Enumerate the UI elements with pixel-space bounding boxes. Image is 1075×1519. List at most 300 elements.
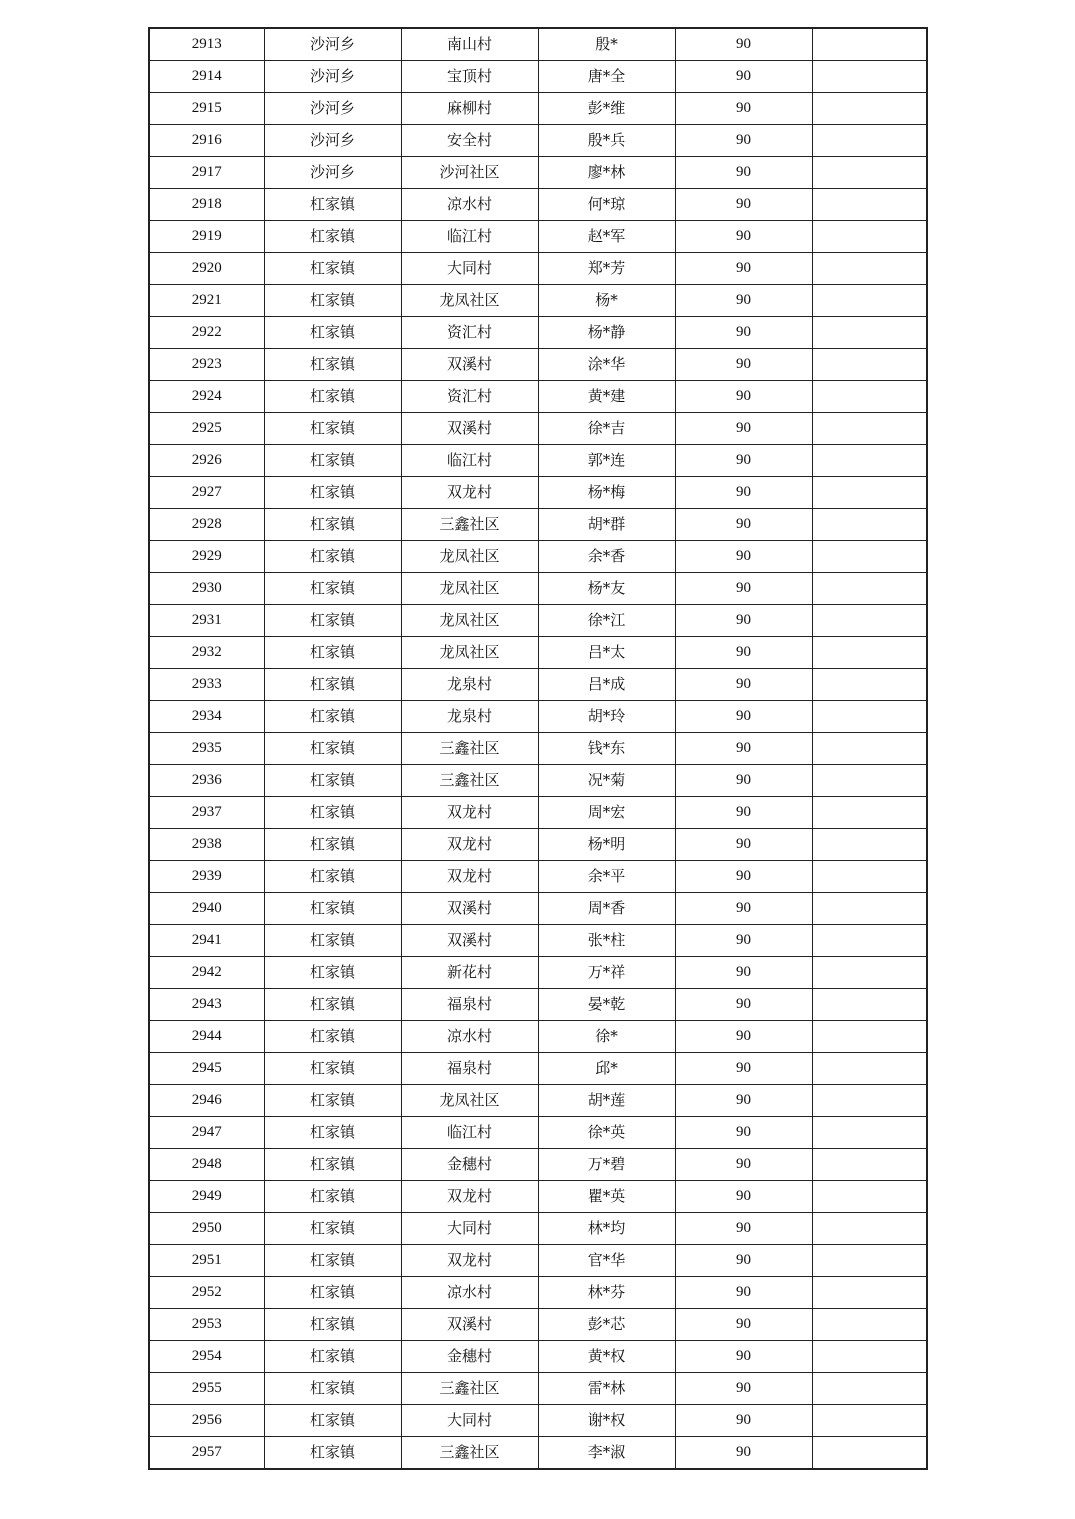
township-cell: 杠家镇: [264, 1021, 401, 1053]
village-cell: 宝顶村: [401, 61, 538, 93]
name-cell: 殷*: [538, 28, 675, 61]
amount-cell: 90: [675, 157, 812, 189]
amount-cell: 90: [675, 28, 812, 61]
row-number-cell: 2931: [149, 605, 264, 637]
remark-cell: [812, 1245, 927, 1277]
name-cell: 徐*: [538, 1021, 675, 1053]
amount-cell: 90: [675, 861, 812, 893]
remark-cell: [812, 1405, 927, 1437]
name-cell: 晏*乾: [538, 989, 675, 1021]
village-cell: 龙凤社区: [401, 605, 538, 637]
village-cell: 龙凤社区: [401, 1085, 538, 1117]
name-cell: 张*柱: [538, 925, 675, 957]
village-cell: 资汇村: [401, 381, 538, 413]
row-number-cell: 2921: [149, 285, 264, 317]
remark-cell: [812, 829, 927, 861]
row-number-cell: 2954: [149, 1341, 264, 1373]
township-cell: 杠家镇: [264, 541, 401, 573]
row-number-cell: 2932: [149, 637, 264, 669]
remark-cell: [812, 221, 927, 253]
village-cell: 新花村: [401, 957, 538, 989]
row-number-cell: 2916: [149, 125, 264, 157]
row-number-cell: 2914: [149, 61, 264, 93]
table-row: [149, 1405, 927, 1437]
township-cell: 杠家镇: [264, 253, 401, 285]
table-row: [149, 1437, 927, 1470]
table-row: [149, 1245, 927, 1277]
table-row: [149, 669, 927, 701]
amount-cell: 90: [675, 93, 812, 125]
village-cell: 龙泉村: [401, 701, 538, 733]
village-cell: 双龙村: [401, 1181, 538, 1213]
amount-cell: 90: [675, 1245, 812, 1277]
village-cell: 凉水村: [401, 1021, 538, 1053]
township-cell: 杠家镇: [264, 445, 401, 477]
name-cell: 余*香: [538, 541, 675, 573]
township-cell: 杠家镇: [264, 189, 401, 221]
table-row: [149, 701, 927, 733]
amount-cell: 90: [675, 253, 812, 285]
row-number-cell: 2944: [149, 1021, 264, 1053]
name-cell: 彭*维: [538, 93, 675, 125]
table-row: [149, 1213, 927, 1245]
amount-cell: 90: [675, 1117, 812, 1149]
row-number-cell: 2926: [149, 445, 264, 477]
row-number-cell: 2929: [149, 541, 264, 573]
village-cell: 三鑫社区: [401, 765, 538, 797]
name-cell: 黄*权: [538, 1341, 675, 1373]
name-cell: 周*香: [538, 893, 675, 925]
village-cell: 龙凤社区: [401, 573, 538, 605]
name-cell: 瞿*英: [538, 1181, 675, 1213]
remark-cell: [812, 317, 927, 349]
township-cell: 杠家镇: [264, 733, 401, 765]
township-cell: 杠家镇: [264, 1085, 401, 1117]
table-row: [149, 1085, 927, 1117]
table-row: [149, 93, 927, 125]
village-cell: 金穗村: [401, 1149, 538, 1181]
name-cell: 杨*明: [538, 829, 675, 861]
township-cell: 杠家镇: [264, 1405, 401, 1437]
name-cell: 谢*权: [538, 1405, 675, 1437]
row-number-cell: 2936: [149, 765, 264, 797]
row-number-cell: 2951: [149, 1245, 264, 1277]
table-row: [149, 1341, 927, 1373]
remark-cell: [812, 189, 927, 221]
village-cell: 双龙村: [401, 797, 538, 829]
remark-cell: [812, 989, 927, 1021]
table-row: [149, 285, 927, 317]
row-number-cell: 2952: [149, 1277, 264, 1309]
amount-cell: 90: [675, 1021, 812, 1053]
name-cell: 林*芬: [538, 1277, 675, 1309]
amount-cell: 90: [675, 317, 812, 349]
village-cell: 大同村: [401, 253, 538, 285]
remark-cell: [812, 381, 927, 413]
township-cell: 杠家镇: [264, 1277, 401, 1309]
township-cell: 沙河乡: [264, 61, 401, 93]
remark-cell: [812, 797, 927, 829]
remark-cell: [812, 285, 927, 317]
remark-cell: [812, 253, 927, 285]
table-row: [149, 1181, 927, 1213]
table-row: [149, 797, 927, 829]
row-number-cell: 2948: [149, 1149, 264, 1181]
amount-cell: 90: [675, 1277, 812, 1309]
township-cell: 杠家镇: [264, 701, 401, 733]
name-cell: 官*华: [538, 1245, 675, 1277]
remark-cell: [812, 61, 927, 93]
name-cell: 殷*兵: [538, 125, 675, 157]
remark-cell: [812, 957, 927, 989]
amount-cell: 90: [675, 733, 812, 765]
remark-cell: [812, 573, 927, 605]
table-row: [149, 1021, 927, 1053]
village-cell: 凉水村: [401, 189, 538, 221]
amount-cell: 90: [675, 1085, 812, 1117]
row-number-cell: 2953: [149, 1309, 264, 1341]
remark-cell: [812, 1341, 927, 1373]
village-cell: 双溪村: [401, 349, 538, 381]
table-row: [149, 1277, 927, 1309]
village-cell: 双溪村: [401, 893, 538, 925]
village-cell: 麻柳村: [401, 93, 538, 125]
remark-cell: [812, 669, 927, 701]
table-row: [149, 221, 927, 253]
table-row: [149, 765, 927, 797]
village-cell: 双龙村: [401, 1245, 538, 1277]
village-cell: 龙泉村: [401, 669, 538, 701]
name-cell: 唐*全: [538, 61, 675, 93]
name-cell: 万*祥: [538, 957, 675, 989]
name-cell: 况*菊: [538, 765, 675, 797]
township-cell: 沙河乡: [264, 125, 401, 157]
table-row: [149, 957, 927, 989]
village-cell: 双溪村: [401, 925, 538, 957]
village-cell: 双龙村: [401, 477, 538, 509]
row-number-cell: 2942: [149, 957, 264, 989]
row-number-cell: 2940: [149, 893, 264, 925]
township-cell: 杠家镇: [264, 1053, 401, 1085]
amount-cell: 90: [675, 541, 812, 573]
table-row: [149, 1053, 927, 1085]
row-number-cell: 2934: [149, 701, 264, 733]
village-cell: 龙凤社区: [401, 285, 538, 317]
township-cell: 杠家镇: [264, 509, 401, 541]
row-number-cell: 2935: [149, 733, 264, 765]
village-cell: 大同村: [401, 1405, 538, 1437]
row-number-cell: 2939: [149, 861, 264, 893]
amount-cell: 90: [675, 1053, 812, 1085]
table-row: [149, 477, 927, 509]
village-cell: 沙河社区: [401, 157, 538, 189]
name-cell: 赵*军: [538, 221, 675, 253]
table-row: [149, 1309, 927, 1341]
township-cell: 杠家镇: [264, 573, 401, 605]
amount-cell: 90: [675, 221, 812, 253]
remark-cell: [812, 925, 927, 957]
remark-cell: [812, 893, 927, 925]
row-number-cell: 2913: [149, 28, 264, 61]
table-row: [149, 861, 927, 893]
name-cell: 吕*太: [538, 637, 675, 669]
township-cell: 沙河乡: [264, 93, 401, 125]
name-cell: 周*宏: [538, 797, 675, 829]
amount-cell: 90: [675, 125, 812, 157]
amount-cell: 90: [675, 989, 812, 1021]
amount-cell: 90: [675, 1341, 812, 1373]
amount-cell: 90: [675, 637, 812, 669]
village-cell: 大同村: [401, 1213, 538, 1245]
amount-cell: 90: [675, 1437, 812, 1470]
name-cell: 杨*梅: [538, 477, 675, 509]
village-cell: 金穗村: [401, 1341, 538, 1373]
name-cell: 胡*莲: [538, 1085, 675, 1117]
remark-cell: [812, 1277, 927, 1309]
name-cell: 钱*东: [538, 733, 675, 765]
name-cell: 杨*: [538, 285, 675, 317]
township-cell: 杠家镇: [264, 413, 401, 445]
remark-cell: [812, 1437, 927, 1470]
row-number-cell: 2945: [149, 1053, 264, 1085]
table-row: [149, 541, 927, 573]
table-row: [149, 989, 927, 1021]
amount-cell: 90: [675, 957, 812, 989]
remark-cell: [812, 125, 927, 157]
table-row: [149, 1149, 927, 1181]
village-cell: 福泉村: [401, 989, 538, 1021]
amount-cell: 90: [675, 381, 812, 413]
township-cell: 杠家镇: [264, 1181, 401, 1213]
remark-cell: [812, 605, 927, 637]
row-number-cell: 2920: [149, 253, 264, 285]
name-cell: 吕*成: [538, 669, 675, 701]
township-cell: 杠家镇: [264, 1341, 401, 1373]
table-row: [149, 925, 927, 957]
remark-cell: [812, 1373, 927, 1405]
table-row: [149, 829, 927, 861]
name-cell: 廖*林: [538, 157, 675, 189]
village-cell: 双溪村: [401, 413, 538, 445]
name-cell: 雷*林: [538, 1373, 675, 1405]
row-number-cell: 2949: [149, 1181, 264, 1213]
row-number-cell: 2917: [149, 157, 264, 189]
amount-cell: 90: [675, 829, 812, 861]
remark-cell: [812, 701, 927, 733]
township-cell: 杠家镇: [264, 637, 401, 669]
name-cell: 徐*江: [538, 605, 675, 637]
township-cell: 杠家镇: [264, 989, 401, 1021]
row-number-cell: 2957: [149, 1437, 264, 1470]
township-cell: 杠家镇: [264, 1437, 401, 1470]
township-cell: 杠家镇: [264, 893, 401, 925]
row-number-cell: 2938: [149, 829, 264, 861]
village-cell: 双龙村: [401, 829, 538, 861]
remark-cell: [812, 1021, 927, 1053]
township-cell: 杠家镇: [264, 285, 401, 317]
table-row: [149, 61, 927, 93]
name-cell: 胡*玲: [538, 701, 675, 733]
row-number-cell: 2943: [149, 989, 264, 1021]
row-number-cell: 2924: [149, 381, 264, 413]
name-cell: 胡*群: [538, 509, 675, 541]
township-cell: 杠家镇: [264, 797, 401, 829]
name-cell: 徐*吉: [538, 413, 675, 445]
name-cell: 杨*静: [538, 317, 675, 349]
amount-cell: 90: [675, 765, 812, 797]
village-cell: 双溪村: [401, 1309, 538, 1341]
village-cell: 临江村: [401, 1117, 538, 1149]
name-cell: 余*平: [538, 861, 675, 893]
row-number-cell: 2950: [149, 1213, 264, 1245]
amount-cell: 90: [675, 1405, 812, 1437]
row-number-cell: 2930: [149, 573, 264, 605]
village-cell: 双龙村: [401, 861, 538, 893]
township-cell: 杠家镇: [264, 1149, 401, 1181]
village-cell: 资汇村: [401, 317, 538, 349]
row-number-cell: 2925: [149, 413, 264, 445]
village-cell: 临江村: [401, 221, 538, 253]
row-number-cell: 2941: [149, 925, 264, 957]
remark-cell: [812, 445, 927, 477]
subsidy-table: [148, 27, 928, 1470]
row-number-cell: 2947: [149, 1117, 264, 1149]
name-cell: 杨*友: [538, 573, 675, 605]
remark-cell: [812, 477, 927, 509]
name-cell: 郭*连: [538, 445, 675, 477]
township-cell: 沙河乡: [264, 28, 401, 61]
township-cell: 杠家镇: [264, 925, 401, 957]
name-cell: 彭*芯: [538, 1309, 675, 1341]
row-number-cell: 2923: [149, 349, 264, 381]
township-cell: 杠家镇: [264, 477, 401, 509]
township-cell: 杠家镇: [264, 765, 401, 797]
amount-cell: 90: [675, 509, 812, 541]
table-row: [149, 189, 927, 221]
remark-cell: [812, 28, 927, 61]
table-row: [149, 605, 927, 637]
remark-cell: [812, 733, 927, 765]
township-cell: 杠家镇: [264, 1309, 401, 1341]
name-cell: 李*淑: [538, 1437, 675, 1470]
row-number-cell: 2937: [149, 797, 264, 829]
township-cell: 杠家镇: [264, 669, 401, 701]
remark-cell: [812, 1213, 927, 1245]
village-cell: 临江村: [401, 445, 538, 477]
row-number-cell: 2946: [149, 1085, 264, 1117]
township-cell: 杠家镇: [264, 1213, 401, 1245]
table-row: [149, 893, 927, 925]
amount-cell: 90: [675, 285, 812, 317]
amount-cell: 90: [675, 605, 812, 637]
village-cell: 福泉村: [401, 1053, 538, 1085]
township-cell: 杠家镇: [264, 349, 401, 381]
amount-cell: 90: [675, 413, 812, 445]
village-cell: 三鑫社区: [401, 1437, 538, 1470]
table-row: [149, 509, 927, 541]
name-cell: 万*碧: [538, 1149, 675, 1181]
township-cell: 杠家镇: [264, 861, 401, 893]
village-cell: 凉水村: [401, 1277, 538, 1309]
remark-cell: [812, 765, 927, 797]
township-cell: 杠家镇: [264, 605, 401, 637]
amount-cell: 90: [675, 477, 812, 509]
remark-cell: [812, 1309, 927, 1341]
amount-cell: 90: [675, 669, 812, 701]
amount-cell: 90: [675, 349, 812, 381]
remark-cell: [812, 509, 927, 541]
table-row: [149, 317, 927, 349]
township-cell: 杠家镇: [264, 1245, 401, 1277]
amount-cell: 90: [675, 925, 812, 957]
village-cell: 安全村: [401, 125, 538, 157]
table-row: [149, 413, 927, 445]
amount-cell: 90: [675, 1213, 812, 1245]
name-cell: 黄*建: [538, 381, 675, 413]
name-cell: 郑*芳: [538, 253, 675, 285]
village-cell: 龙凤社区: [401, 541, 538, 573]
table-row: [149, 573, 927, 605]
amount-cell: 90: [675, 797, 812, 829]
table-row: [149, 28, 927, 61]
remark-cell: [812, 157, 927, 189]
township-cell: 杠家镇: [264, 829, 401, 861]
row-number-cell: 2933: [149, 669, 264, 701]
township-cell: 杠家镇: [264, 317, 401, 349]
row-number-cell: 2955: [149, 1373, 264, 1405]
table-row: [149, 733, 927, 765]
remark-cell: [812, 93, 927, 125]
table-row: [149, 381, 927, 413]
table-row: [149, 1373, 927, 1405]
remark-cell: [812, 861, 927, 893]
row-number-cell: 2918: [149, 189, 264, 221]
township-cell: 杠家镇: [264, 221, 401, 253]
amount-cell: 90: [675, 445, 812, 477]
remark-cell: [812, 1085, 927, 1117]
table-row: [149, 637, 927, 669]
amount-cell: 90: [675, 1181, 812, 1213]
township-cell: 杠家镇: [264, 381, 401, 413]
village-cell: 三鑫社区: [401, 509, 538, 541]
amount-cell: 90: [675, 893, 812, 925]
row-number-cell: 2919: [149, 221, 264, 253]
row-number-cell: 2956: [149, 1405, 264, 1437]
amount-cell: 90: [675, 61, 812, 93]
row-number-cell: 2922: [149, 317, 264, 349]
table-row: [149, 253, 927, 285]
village-cell: 三鑫社区: [401, 733, 538, 765]
table-row: [149, 349, 927, 381]
village-cell: 南山村: [401, 28, 538, 61]
table-body: [149, 28, 927, 1469]
remark-cell: [812, 637, 927, 669]
village-cell: 三鑫社区: [401, 1373, 538, 1405]
name-cell: 涂*华: [538, 349, 675, 381]
remark-cell: [812, 1117, 927, 1149]
table-row: [149, 157, 927, 189]
amount-cell: 90: [675, 1309, 812, 1341]
village-cell: 龙凤社区: [401, 637, 538, 669]
remark-cell: [812, 1053, 927, 1085]
township-cell: 杠家镇: [264, 957, 401, 989]
name-cell: 邱*: [538, 1053, 675, 1085]
amount-cell: 90: [675, 701, 812, 733]
remark-cell: [812, 1181, 927, 1213]
table-row: [149, 125, 927, 157]
remark-cell: [812, 349, 927, 381]
row-number-cell: 2915: [149, 93, 264, 125]
